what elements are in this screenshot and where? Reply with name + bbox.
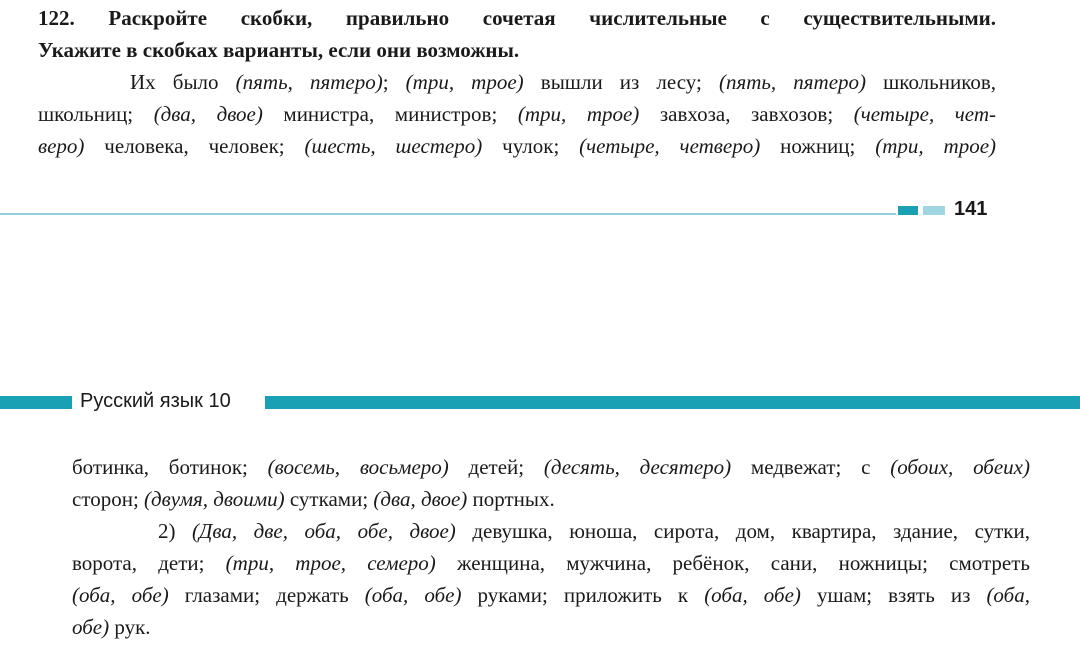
bracket-options: (восемь, восьмеро) — [267, 455, 449, 479]
exercise-continuation — [72, 451, 1030, 643]
bracket-options: (оба, обе) — [704, 583, 801, 607]
text-segment: ножниц; — [760, 134, 876, 158]
bracket-options: веро) — [38, 134, 85, 158]
bracket-options: (десять, десятеро) — [543, 455, 732, 479]
bracket-options: (четыре, чет- — [853, 102, 997, 126]
bracket-options: (три, трое) — [405, 70, 524, 94]
bracket-options: (три, трое, семеро) — [225, 551, 436, 575]
text-segment: сторон; — [72, 487, 145, 511]
bracket-options: (три, трое) — [517, 102, 640, 126]
continuation-text-line — [72, 483, 1030, 515]
text-segment: глазами; держать — [168, 583, 365, 607]
text-segment: женщина, мужчина, ребёнок, сани, ножницы; смотреть — [435, 551, 1031, 575]
footer-rule — [0, 213, 896, 215]
bracket-options: (четыре, четверо) — [579, 134, 761, 158]
page-number: 141 — [954, 198, 988, 220]
exercise-122 — [38, 2, 996, 162]
text-segment: ушам; взять из — [800, 583, 987, 607]
text-segment: министра, министров; — [262, 102, 518, 126]
bracket-options: (два, двое) — [153, 102, 263, 126]
bracket-options: (шесть, шестеро) — [304, 134, 483, 158]
text-segment: сутками; — [284, 487, 374, 511]
text-segment: школьниц; — [38, 102, 154, 126]
continuation-text-line — [72, 547, 1030, 579]
text-segment: руками; приложить к — [461, 583, 705, 607]
text-segment: ; — [382, 70, 406, 94]
continuation-text-line — [72, 579, 1030, 611]
running-header: Русский язык 10 — [80, 390, 231, 412]
text-segment: школьников, — [866, 70, 996, 94]
bracket-options: (три, трое) — [875, 134, 997, 158]
continuation-text-line — [72, 515, 1030, 547]
exercise-heading-line-2: Укажите в скобках варианты, если они возможны. — [38, 38, 520, 62]
footer-marker-dark — [898, 206, 918, 215]
bracket-options: (два, двое) — [373, 487, 468, 511]
text-segment: ботинка, ботинок; — [72, 455, 268, 479]
text-segment: детей; — [448, 455, 544, 479]
text-segment: человека, человек; — [84, 134, 305, 158]
exercise-text-line — [38, 98, 996, 130]
exercise-text-line — [38, 66, 996, 98]
text-segment: вышли из лесу; — [523, 70, 719, 94]
bracket-options: (оба, обе) — [364, 583, 462, 607]
bracket-options: (оба, обе) — [72, 583, 169, 607]
text-segment: рук. — [109, 615, 151, 639]
text-segment: Их было — [130, 70, 236, 94]
header-band-right — [265, 396, 1080, 409]
bracket-options: (пять, пятеро) — [235, 70, 383, 94]
exercise-text-line — [38, 130, 996, 162]
continuation-text-line — [72, 611, 1030, 643]
bracket-options: (обоих, обеих) — [890, 455, 1030, 479]
bracket-options: (Два, две, оба, обе, двое) — [192, 519, 456, 543]
text-segment: девушка, юноша, сирота, дом, квартира, здание, сутки, — [455, 519, 1030, 543]
text-segment: 2) — [158, 519, 193, 543]
bracket-options: обе) — [72, 615, 110, 639]
text-segment: завхоза, завхозов; — [639, 102, 854, 126]
footer-marker-light — [923, 206, 945, 215]
text-segment: чулок; — [482, 134, 580, 158]
header-band-left — [0, 396, 72, 409]
continuation-text-line — [72, 451, 1030, 483]
bracket-options: (двумя, двоими) — [144, 487, 285, 511]
text-segment: медвежат; с — [731, 455, 891, 479]
text-segment: портных. — [467, 487, 555, 511]
bracket-options: (пять, пятеро) — [718, 70, 867, 94]
bracket-options: (оба, — [986, 583, 1030, 607]
text-segment: ворота, дети; — [72, 551, 226, 575]
exercise-heading-line-1: 122. Раскройте скобки, правильно сочетая числительные с существительными. — [38, 6, 996, 30]
